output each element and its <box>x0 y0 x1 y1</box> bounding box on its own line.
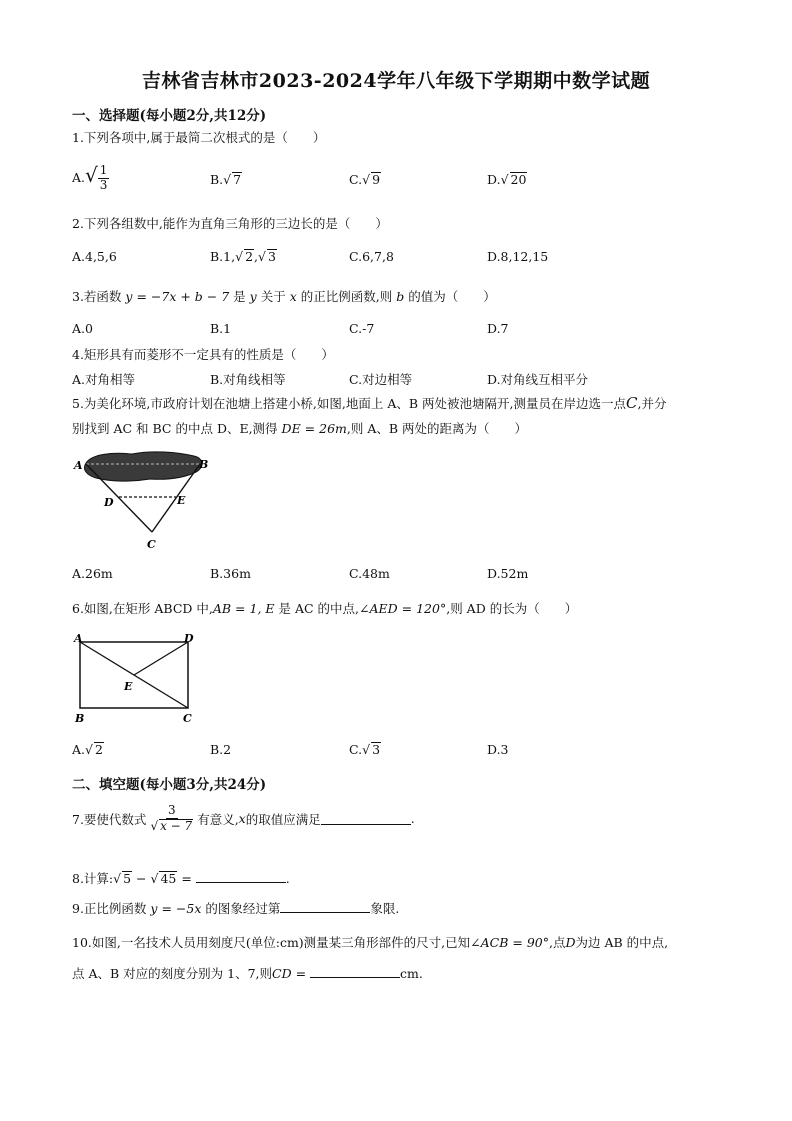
q1-option-c: C.√ 9 <box>349 172 381 187</box>
q3-option-c: C.-7 <box>349 321 375 336</box>
q2-option-a: A.4,5,6 <box>72 249 117 264</box>
q4-option-a: A.对角相等 <box>72 372 136 387</box>
q2-option-c: C.6,7,8 <box>349 249 394 264</box>
q8-stem: 8.计算:√ 5 − √ 45 = . <box>72 871 290 886</box>
section-2-heading: 二、填空题(每小题3分,共24分) <box>72 777 267 793</box>
page-title: 吉林省吉林市2023-2024学年八年级下学期期中数学试题 <box>141 70 651 92</box>
label-d: D <box>184 632 194 645</box>
q5-stem-line2: 别找到 AC 和 BC 的中点 D、E,测得 DE = 26m,则 A、B 两处的距离为（ ） <box>72 421 528 436</box>
q9-stem: 9.正比例函数 y = −5x 的图象经过第 象限. <box>72 901 400 916</box>
pond-shape <box>84 452 201 481</box>
q6-option-d: D.3 <box>487 742 509 757</box>
label-b: B <box>75 712 85 725</box>
q5-option-c: C.48m <box>349 566 390 581</box>
q4-option-c: C.对边相等 <box>349 372 413 387</box>
q7-stem: 7.要使代数式 $\frac{3}{√ x - 7}$ 有意义, x 的取值应满足 . <box>72 803 415 833</box>
q3-option-b: B.1 <box>210 321 232 336</box>
q6-option-a: A.√ 2 <box>72 742 103 757</box>
q5-pond-figure <box>72 446 222 554</box>
label-e: E <box>124 680 133 693</box>
q5-option-d: D.52m <box>487 566 529 581</box>
label-c: C <box>147 538 156 551</box>
q3-stem: 3.若函数 y = −7x + b − 7 是 y 关于 x 的正比例函数,则 b 的值为（ ） <box>72 289 496 304</box>
q5-stem-line1: 5.为美化环境,市政府计划在池塘上搭建小桥,如图,地面上 A、B 两处被池塘隔开,测量员在岸边选一点C,并分 <box>72 394 667 412</box>
label-e: E <box>177 494 186 507</box>
q4-option-d: D.对角线互相平分 <box>487 372 589 387</box>
q3-option-d: D.7 <box>487 321 509 336</box>
segment-ed <box>134 642 188 675</box>
q6-option-c: C.√ 3 <box>349 742 381 757</box>
q2-option-b: B.1,√ 2,√ 3 <box>210 249 276 264</box>
label-a: A <box>74 632 83 645</box>
q6-option-b: B.2 <box>210 742 232 757</box>
q4-option-b: B.对角线相等 <box>210 372 286 387</box>
q7-fraction: $\frac{3}{√ x - 7}$ <box>150 803 193 833</box>
q1-fraction: $\frac{1}{3}$ <box>99 163 108 192</box>
q9-answer-blank[interactable] <box>280 900 370 913</box>
q2-option-d: D.8,12,15 <box>487 249 549 264</box>
q7-answer-blank[interactable] <box>321 812 411 825</box>
label-d: D <box>104 496 114 509</box>
q1-option-d: D.√ 20 <box>487 172 527 187</box>
label-a: A <box>74 459 83 472</box>
section-1-heading: 一、选择题(每小题2分,共12分) <box>72 108 267 124</box>
q1-stem: 1.下列各项中,属于最简二次根式的是（ ） <box>72 130 326 145</box>
q4-stem: 4.矩形具有而菱形不一定具有的性质是（ ） <box>72 347 334 362</box>
q5-option-a: A.26m <box>72 566 113 581</box>
q1-option-b: B.√ 7 <box>210 172 242 187</box>
q8-answer-blank[interactable] <box>196 870 286 883</box>
q1-option-a: A.√ $\frac{1}{3}$ <box>72 163 108 192</box>
q3-option-a: A.0 <box>72 321 93 336</box>
q6-rectangle-figure <box>72 630 202 726</box>
q2-stem: 2.下列各组数中,能作为直角三角形的三边长的是（ ） <box>72 216 388 231</box>
q6-stem: 6.如图,在矩形 ABCD 中,AB = 1, E 是 AC 的中点,∠AED = 120°,则 AD 的长为（ ） <box>72 601 578 616</box>
q10-answer-blank[interactable] <box>310 965 400 978</box>
label-c: C <box>183 712 192 725</box>
label-b: B <box>199 458 209 471</box>
q5-option-b: B.36m <box>210 566 251 581</box>
q10-stem-line1: 10.如图,一名技术人员用刻度尺(单位:cm)测量某三角形部件的尺寸,已知∠ACB = 90°,点D为边 AB 的中点, <box>72 935 669 950</box>
q10-stem-line2: 点 A、B 对应的刻度分别为 1、7,则CD = cm. <box>72 966 423 981</box>
